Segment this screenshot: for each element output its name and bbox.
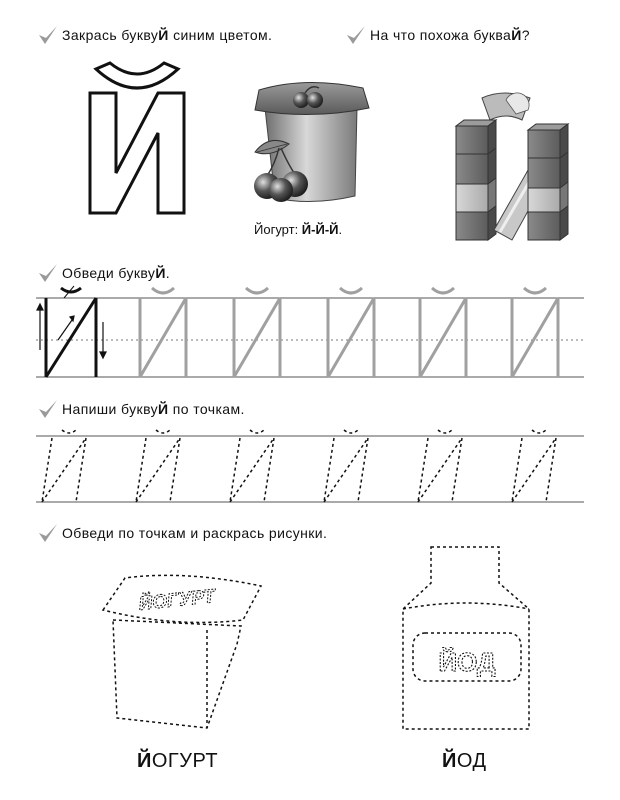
instruction-letter-4: Й [158, 401, 169, 417]
dotted-iodine-bottle[interactable] [395, 543, 545, 738]
tracing-row[interactable] [0, 280, 620, 385]
word-yogurt-first-letter: Й [137, 750, 152, 772]
check-icon [38, 398, 58, 420]
instruction-letter-2: Й [511, 27, 522, 43]
instruction-text-3b: . [165, 265, 171, 281]
dotted-letter-2 [136, 430, 180, 502]
instruction-letter-1: Й [158, 27, 169, 43]
dotted-letter-3 [230, 430, 274, 502]
dotted-yogurt-cup[interactable] [95, 568, 270, 736]
dotted-letter-4 [324, 430, 368, 502]
instruction-text-4: Напиши букву [62, 401, 159, 417]
dotted-letter-1 [42, 430, 86, 502]
instruction-text-5: Обведи по точкам и раскрась рисунки. [62, 525, 328, 541]
outline-letter-illustration [82, 55, 192, 220]
yogurt-caption-sound: Й-Й-Й [301, 222, 339, 237]
instruction-text-3: Обведи букву [62, 265, 156, 281]
trace-letter-4 [420, 288, 466, 377]
instruction-text-2b: ? [521, 27, 530, 43]
instruction-text-1: Закрась букву [62, 27, 159, 43]
yogurt-illustration [245, 78, 375, 213]
dotted-letter-5 [418, 430, 462, 502]
instruction-trace-color-pictures [38, 522, 327, 544]
trace-letter-5 [512, 288, 558, 377]
yogurt-lid-label: ЙОГУРТ [137, 586, 216, 615]
word-iod-rest: ОД [456, 750, 487, 772]
instruction-write-dots [38, 398, 245, 420]
dotted-letter-6 [512, 430, 556, 502]
word-iod [442, 750, 487, 773]
check-icon [346, 24, 366, 46]
word-yogurt [137, 750, 218, 773]
trace-letter-2 [234, 288, 280, 377]
instruction-text-1b: синим цветом. [173, 27, 273, 43]
instruction-text-2: На что похожа буква [370, 27, 512, 43]
trace-letter-1 [140, 288, 186, 377]
trace-letter-3 [328, 288, 374, 377]
instruction-text-4b: по точкам. [172, 401, 245, 417]
yogurt-caption [254, 222, 342, 237]
dotted-writing-row[interactable] [0, 420, 620, 510]
instruction-what-looks-like [346, 24, 530, 46]
iodine-label: ЙОД [438, 647, 496, 677]
check-icon [38, 24, 58, 46]
yogurt-caption-dot: . [338, 222, 343, 237]
word-yogurt-rest: ОГУРТ [151, 750, 219, 772]
word-iod-first-letter: Й [442, 750, 457, 772]
cubes-letter-illustration [450, 90, 580, 245]
yogurt-caption-prefix: Йогурт: [254, 222, 302, 237]
instruction-letter-3: Й [155, 265, 166, 281]
instruction-color-letter [38, 24, 272, 46]
example-letter [46, 288, 96, 377]
check-icon [38, 522, 58, 544]
